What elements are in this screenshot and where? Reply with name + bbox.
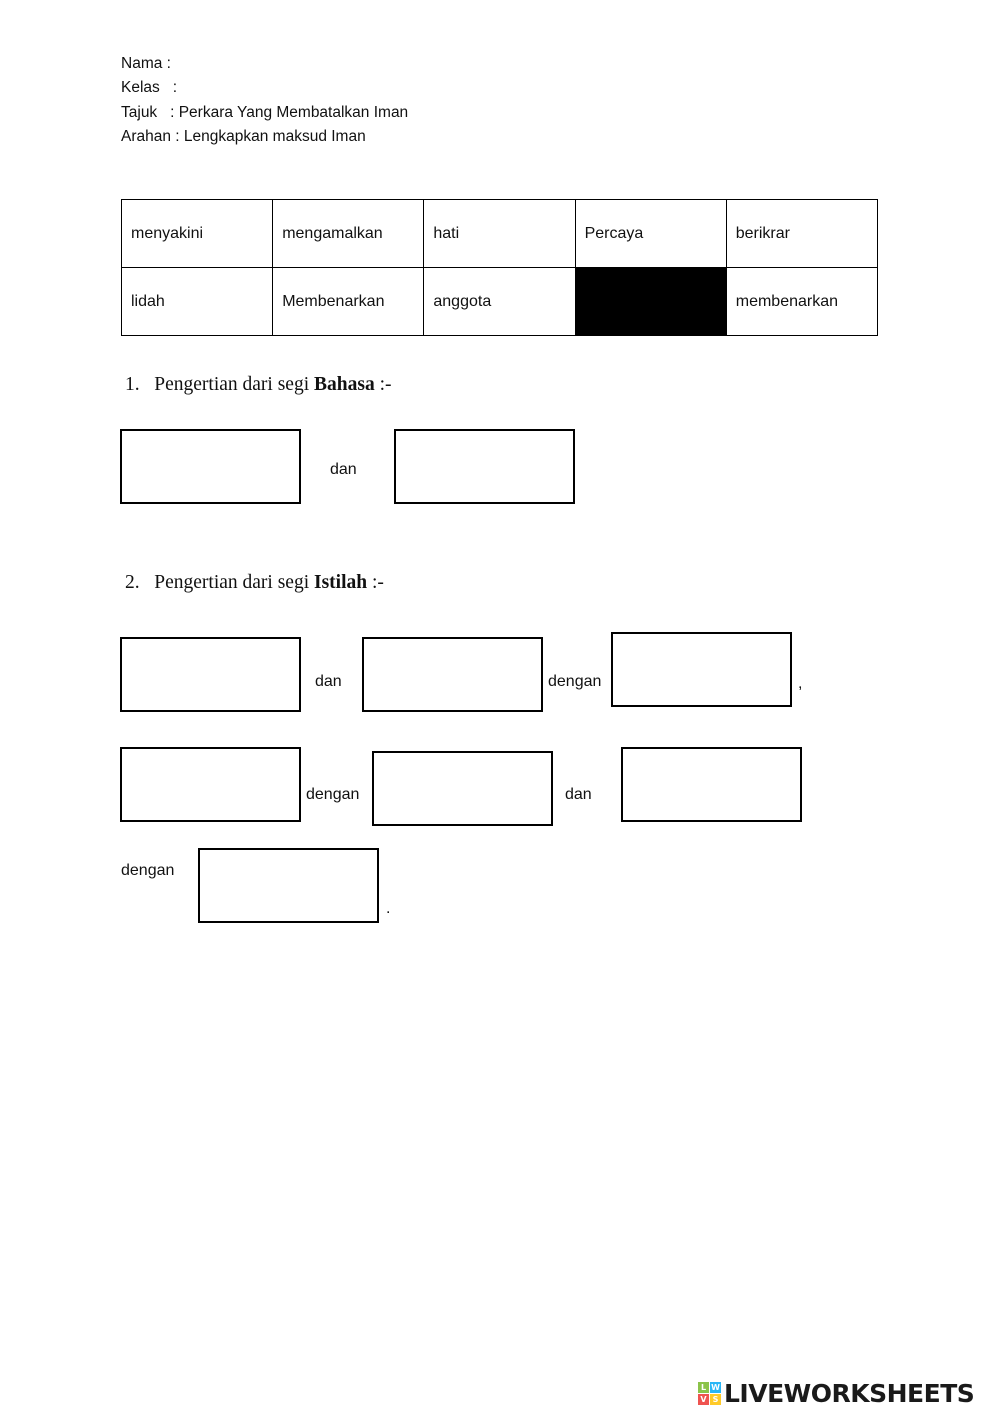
word-bank-row — [122, 268, 878, 336]
question-text: Pengertian dari segi — [154, 374, 314, 395]
answer-input[interactable] — [122, 431, 299, 502]
logo-icon-letter: L — [698, 1382, 709, 1393]
word-bank-cell: membenarkan — [726, 268, 877, 336]
answer-box-1b[interactable] — [394, 429, 575, 504]
question-suffix: :- — [374, 374, 392, 395]
word-bank-table — [121, 199, 878, 336]
logo-text: LIVEWORKSHEETS — [724, 1378, 975, 1408]
connector-text: dan — [565, 786, 592, 803]
answer-input[interactable] — [613, 634, 790, 705]
title-label: Tajuk : Perkara Yang Membatalkan Iman — [121, 104, 409, 121]
logo-icon-letter: W — [711, 1382, 720, 1392]
answer-box-2c[interactable] — [611, 632, 792, 707]
instruction-label: Arahan : Lengkapkan maksud Iman — [121, 128, 366, 145]
name-label: Nama : — [121, 55, 171, 72]
logo-icon-letter: S — [710, 1394, 721, 1405]
answer-box-2g[interactable] — [198, 848, 379, 923]
answer-input[interactable] — [122, 749, 299, 820]
connector-text: dengan — [548, 673, 602, 690]
question-keyword: Istilah — [314, 572, 368, 593]
answer-input[interactable] — [396, 431, 573, 502]
logo-icon-letter: V — [698, 1394, 709, 1405]
word-bank-cell: Percaya — [575, 200, 726, 268]
question-2-heading — [125, 572, 384, 594]
answer-box-1a[interactable] — [120, 429, 301, 504]
redacted-cell — [575, 268, 726, 336]
answer-input[interactable] — [200, 850, 377, 921]
word-bank-cell: berikrar — [726, 200, 877, 268]
connector-text: dengan — [121, 862, 175, 879]
answer-input[interactable] — [122, 639, 299, 710]
question-keyword: Bahasa — [314, 374, 375, 395]
word-bank-cell: mengamalkan — [273, 200, 424, 268]
connector-text: dan — [330, 461, 357, 478]
question-1-heading — [125, 374, 392, 396]
word-bank-cell: lidah — [122, 268, 273, 336]
word-bank-row — [122, 200, 878, 268]
question-suffix: :- — [367, 572, 384, 593]
answer-box-2b[interactable] — [362, 637, 543, 712]
word-bank-cell: hati — [424, 200, 575, 268]
question-number: 2. — [125, 572, 140, 593]
word-bank-cell: Membenarkan — [273, 268, 424, 336]
answer-input[interactable] — [623, 749, 800, 820]
question-text: Pengertian dari segi — [154, 572, 314, 593]
connector-text: dan — [315, 673, 342, 690]
answer-input[interactable] — [364, 639, 541, 710]
liveworksheets-logo-icon — [698, 1382, 721, 1405]
answer-input[interactable] — [374, 753, 551, 824]
period-text: . — [386, 900, 391, 917]
answer-box-2e[interactable] — [372, 751, 553, 826]
class-label: Kelas : — [121, 79, 177, 96]
connector-text: dengan — [306, 786, 360, 803]
liveworksheets-logo — [698, 1378, 974, 1408]
answer-box-2a[interactable] — [120, 637, 301, 712]
comma-text: , — [798, 675, 803, 692]
answer-box-2d[interactable] — [120, 747, 301, 822]
word-bank-cell: anggota — [424, 268, 575, 336]
question-number: 1. — [125, 374, 140, 395]
word-bank-cell: menyakini — [122, 200, 273, 268]
answer-box-2f[interactable] — [621, 747, 802, 822]
